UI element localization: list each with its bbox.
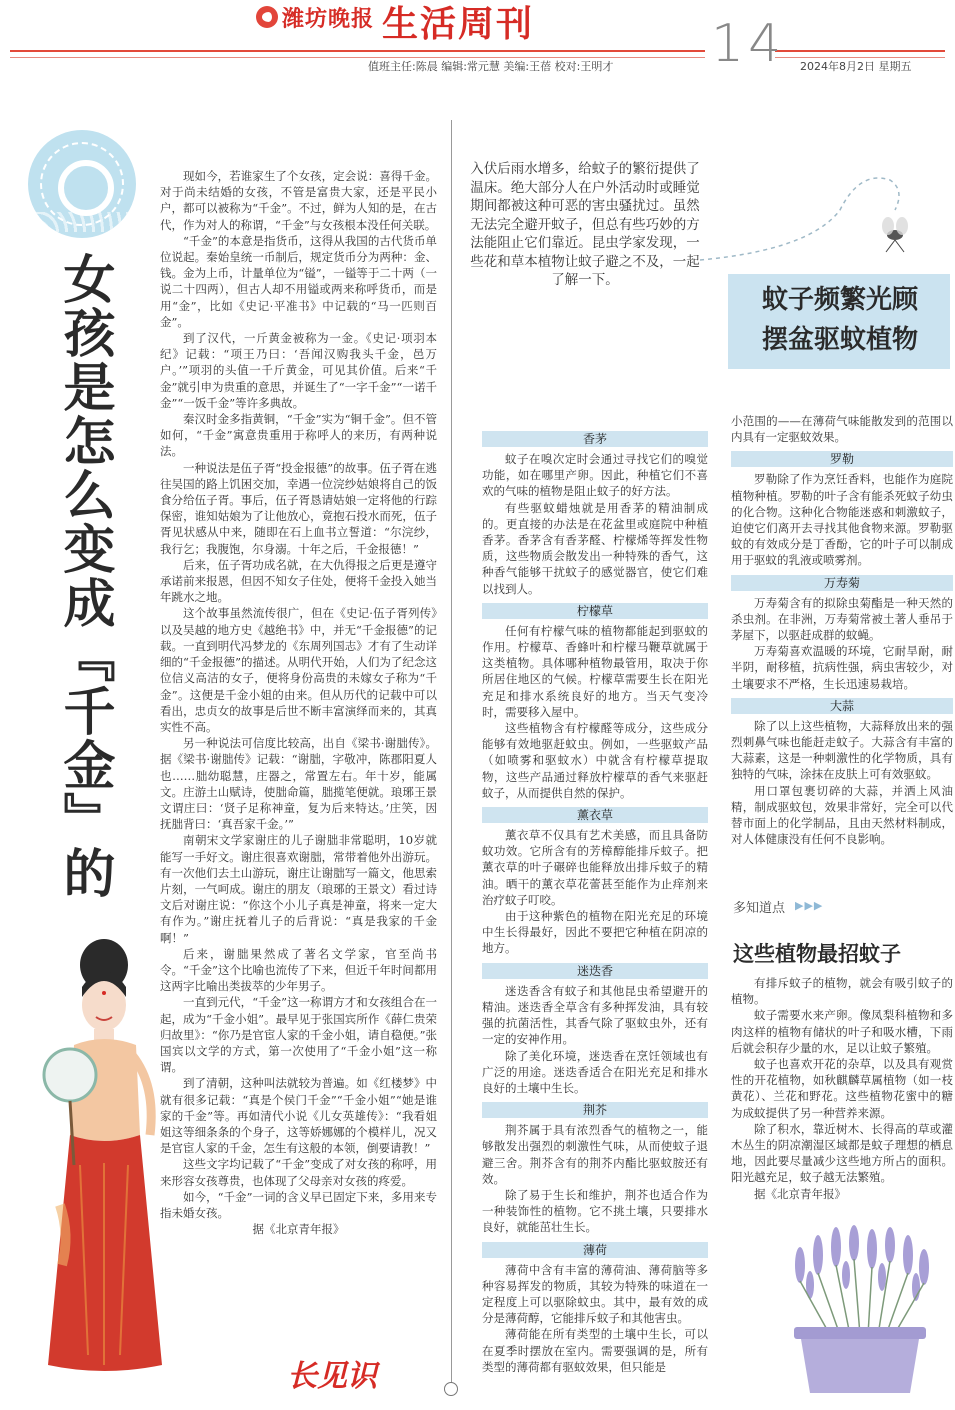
paragraph: 另一种说法可信度比较高，出自《梁书·谢朏传》。据《梁书·谢朏传》记载：“谢朏，字敬冲，陈郡阳夏人也……朏幼聪慧，庄器之，常置左右。年十岁，能属文。庄游土山赋诗，使朏命篇，朏揽笔便就。琅琊王景文谓庄曰：‘贤子足称神童，复为后来特达。’庄笑，因抚朏背曰：‘真吾家千金。’” — [160, 736, 437, 832]
paragraph: 由于这种紫色的植物在阳光充足的环境中生长得最好，因此不要把它种植在阴凉的地方。 — [482, 909, 708, 956]
issue-date: 2024年8月2日 星期五 — [800, 60, 912, 73]
left-article-headline: 女孩是怎么变成『千金』的 — [54, 252, 114, 900]
paragraph: 薄荷能在所有类型的土壤中生长，可以在夏季时摆放在室内。需要强调的是，所有类型的薄荷都有驱蚊效果，但只能是 — [482, 1327, 708, 1374]
flying-mosquito-icon — [690, 140, 930, 270]
paragraph: 有些驱蚊蜡烛就是用香茅的精油制成的。更直接的办法是在花盆里或庭院中种植香茅。香茅含有香茅醛、柠檬烯等挥发性物质，这些物质会散发出一种特殊的香气，这种香气能够干扰蚊子的感觉器官，使它们难以找到人。 — [482, 500, 708, 596]
masthead-rule-left — [10, 50, 705, 52]
section-title: 生活周刊 — [382, 4, 535, 45]
masthead-rule-right — [775, 50, 945, 52]
page-number: 14 — [711, 14, 786, 74]
paragraph: 除了美化环境，迷迭香在烹饪领域也有广泛的用途。迷迭香适合在阳光充足和排水良好的土壤中生长。 — [482, 1048, 708, 1095]
title-line-2: 摆盆驱蚊植物 — [761, 325, 918, 355]
plant-heading: 万寿菊 — [731, 575, 953, 591]
plant-text — [731, 471, 953, 568]
paragraph: 一直到元代，“千金”这一称谓方才和女孩组合在一起，成为“千金小姐”。最早见于张国宾所作《薛仁贵荣归故里》：“你乃是官宦人家的千金小姐，请自稳便。”张国宾以文学的方式，第一次使用了“千金小姐”这一称谓。 — [160, 995, 437, 1075]
lavender-pot-illustration-icon — [770, 1225, 950, 1400]
paragraph: 南朝宋文学家谢庄的儿子谢朏非常聪明，10岁就能写一手好文。谢庄很喜欢谢朏，常带着他外出游玩。有一次他们去土山游玩，谢庄让谢朏写一篇文，他思索片刻，一气呵成。谢庄的朋友（琅琊的王景文）看过诗文后对谢庄说：“你这个小儿子真是神童，将来一定大有作为。”谢庄抚着儿子的后背说：“真是我家的千金啊！” — [160, 833, 437, 945]
plant-text — [731, 718, 953, 848]
plant-heading: 薰衣草 — [482, 807, 708, 823]
paragraph: 这个故事虽然流传很广，但在《史记·伍子胥列传》以及吴越的地方史《越绝书》中，并无“千金报德”的记载。一直到明代冯梦龙的《东周列国志》才有了生动详细的“千金报德”的描述。从明代开始，人们为了纪念这位信义高洁的女子，便将身份高贵的未嫁女子称为“千金”。这便是千金小姐的由来。但从历代的记载中可以看出，忠贞女的故事是后世不断丰富演绎而来的，其真实性不高。 — [160, 606, 437, 734]
paragraph: 除了易于生长和维护，荆芥也适合作为一种装饰性的植物。它不挑土壤，只要排水良好，就能茁壮生长。 — [482, 1187, 708, 1235]
paragraph: 用口罩包裹切碎的大蒜，并洒上风油精，制成驱蚊包，效果非常好，完全可以代替市面上的化学制品，且由天然材料制成，对人体健康没有任何不良影响。 — [731, 783, 953, 847]
plant-heading: 罗勒 — [731, 451, 953, 467]
paragraph: 到了清朝，这种叫法就较为普遍。如《红楼梦》中就有很多记载：“真是个侯门千金”“千金小姐”“她是谁家的千金”等。再如清代小说《儿女英雄传》：“我看姐姐这等细条条的个身子，这等娇娜娜的个模样儿，况又是官宦人家的千金，怎生有这般的本领，倒要请教！” — [160, 1076, 437, 1156]
divider-end-dot — [444, 1382, 458, 1396]
editor-credits: 值班主任:陈晨 编辑:常元慧 美编:王蓓 校对:王明才 — [368, 60, 614, 73]
plants-column-middle — [482, 425, 708, 1375]
decorative-circle-icon — [28, 130, 136, 238]
right-article-title — [730, 280, 950, 360]
plant-text — [482, 623, 708, 801]
paragraph: 薰衣草不仅具有艺术美感，而且具备防蚊功效。它所含有的芳樟醇能排斥蚊子。把薰衣草的叶子碾碎也能释放出排斥蚊子的精油。晒干的薰衣草花蕾甚至能作为止痒剂来治疗蚊子叮咬。 — [482, 828, 708, 907]
paragraph: 后来，伍子胥功成名就，在大仇得报之后更是遵守承诺前来报恩，但因不知女子住处，便将千金投入她当年跳水之地。 — [160, 557, 437, 605]
paragraph: 迷迭香含有蚊子和其他昆虫希望避开的精油。迷迭香全草含有多种挥发油，具有较强的抗菌活性，其香气除了驱蚊虫外，还有一定的安神作用。 — [482, 983, 708, 1047]
left-article-source: 据《北京青年报》 — [252, 1222, 345, 1237]
paragraph: 除了积水，靠近树木、长得高的草或灌木丛生的阴凉潮湿区域都是蚊子理想的栖息地，因此要尽量减少这些地方所占的面积。阳光越充足，蚊子越无法繁殖。 — [731, 1121, 953, 1185]
plants-column-right — [731, 413, 953, 847]
plant-text — [482, 983, 708, 1096]
plant-heading: 荆芥 — [482, 1102, 708, 1118]
knowledge-label: 多知道点 — [733, 901, 786, 916]
plant-heading: 大蒜 — [731, 698, 953, 714]
paragraph: 如今，“千金”一词的含义早已固定下来，多用来专指未婚女孩。 — [160, 1189, 437, 1220]
continued-text: 小范围的——在薄荷气味能散发到的范围以内具有一定驱蚊效果。 — [731, 414, 953, 445]
paragraph: 任何有柠檬气味的植物都能起到驱蚊的作用。柠檬草、香蜂叶和柠檬马鞭草就属于这类植物。具体哪种植物最管用，取决于你所居住地区的气候。柠檬草需要生长在阳光充足和排水系统良好的地方。当天气变冷时，需要移入屋中。 — [482, 623, 708, 719]
paragraph: 除了以上这些植物，大蒜释放出来的强烈刺鼻气味也能赶走蚊子。大蒜含有丰富的大蒜素，这是一种刺激性的化学物质，具有独特的气味，涂抹在皮肤上可有效驱蚊。 — [731, 718, 953, 782]
knowledge-body — [731, 975, 953, 1202]
column-divider — [451, 120, 452, 1384]
plant-text — [482, 451, 708, 597]
plant-text — [731, 595, 953, 692]
right-article-source: 据《北京青年报》 — [754, 1186, 846, 1201]
paragraph: 罗勒除了作为烹饪香料，也能作为庭院植物种植。罗勒的叶子含有能杀死蚊子幼虫的化合物。这种化合物能迷惑和刺激蚊子，迫使它们离开去寻找其他食物来源。罗勒驱蚊的有效成分是丁香酚，它的叶子可以制成用于驱蚊的乳液或喷雾剂。 — [731, 472, 953, 568]
paragraph: 现如今，若谁家生了个女孩，定会说：喜得千金。对于尚未结婚的女孩，不管是富贵大家，还是平民小户，都可以被称为“千金”。不过，鲜为人知的是，在古代，作为对人的称谓，“千金”与女孩根本没任何关联。 — [160, 169, 437, 232]
knowledge-arrows-icon: ▶▶▶ — [795, 899, 824, 912]
paragraph: “千金”的本意是指货币，这得从我国的古代货币单位说起。秦始皇统一币制后，规定货币分为两种：金、钱。金为上币，计量单位为“镒”，一镒等于二十两（一说二十四两），但古人却不用镒或两来称呼货币，而是用“金”，比如《史记·平准书》中记载的“马一匹则百金”。 — [160, 233, 437, 329]
paragraph: 万寿菊喜欢温暖的环境，它耐旱耐，耐半阴，耐移植，抗病性强，病虫害较少，对土壤要求不严格，生长迅速易栽培。 — [731, 644, 953, 691]
brand-logo: 长见识 — [287, 1359, 377, 1394]
plant-heading: 香茅 — [482, 431, 708, 447]
paragraph: 有排斥蚊子的植物，就会有吸引蚊子的植物。 — [731, 976, 953, 1007]
paragraph: 秦汉时金多指黄铜，“千金”实为“铜千金”。但不管如何，“千金”寓意贵重用于称呼人的来历，有两种说法。 — [160, 412, 437, 459]
plant-heading: 柠檬草 — [482, 603, 708, 619]
title-line-1: 蚊子频繁光顾 — [761, 285, 918, 315]
paragraph: 后来，谢朏果然成了著名文学家，官至尚书令。“千金”这个比喻也流传了下来，但近千年时间都用这两字比喻出类拔萃的少年男子。 — [160, 946, 437, 994]
paragraph: 这些文字均记载了“千金”变成了对女孩的称呼，用来形容女孩尊贵，也体现了父母亲对女孩的疼爱。 — [160, 1157, 437, 1188]
plant-text — [482, 1122, 708, 1235]
left-article-body — [160, 168, 437, 1237]
paragraph: 万寿菊含有的拟除虫菊酯是一种天然的杀虫剂。在非洲，万寿菊常被土著人垂吊于茅屋下，以驱赶成群的蚊蝇。 — [731, 595, 953, 643]
plant-text — [482, 1262, 708, 1375]
paragraph: 蚊子需要水来产卵。像凤梨科植物和多肉这样的植物有储状的叶子和吸水槽，下雨后就会积存少量的水，足以让蚊子繁殖。 — [731, 1008, 953, 1055]
paragraph: 薄荷中含有丰富的薄荷油、薄荷脑等多种容易挥发的物质，其较为特殊的味道在一定程度上可以驱除蚊虫。其中，最有效的成分是薄荷醇，它能排斥蚊子和其他害虫。 — [482, 1262, 708, 1326]
knowledge-title: 这些植物最招蚊子 — [733, 942, 901, 966]
paragraph: 蚊子也喜欢开花的杂草，以及具有观赏性的开花植物，如秋麒麟草属植物（如一枝黄花）、兰花和野花。这些植物花蜜中的糖为成蚊提供了另一种营养来源。 — [731, 1057, 953, 1120]
paragraph: 蚊子在嗅次定时会通过寻找它们的嗅觉功能，如在哪里产卵。因此，种植它们不喜欢的气味的植物是阻止蚊子的好方法。 — [482, 452, 708, 499]
paragraph: 到了汉代，一斤黄金被称为一金。《史记·项羽本纪》记载：“项王乃曰：‘吾闻汉购我头千金，邑万户。’”项羽的头值一千斤黄金，可见其价值。后来“千金”就引申为贵重的意思，并诞生了“一字千金”“一诺千金”“一饭千金”等许多典故。 — [160, 331, 437, 410]
right-article-intro: 入伏后雨水增多，给蚊子的繁衍提供了温床。绝大部分人在户外活动时或睡觉期间都被这种可恶的害虫骚扰过。虽然无法完全避开蚊子，但总有些巧妙的方法能阻止它们靠近。昆虫学家发现，一些花和草本植物让蚊子避之不及，一起了解一下。 — [470, 161, 700, 288]
plant-text — [482, 827, 708, 957]
paragraph: 这些植物含有柠檬醛等成分，这些成分能够有效地驱赶蚊虫。例如，一些驱蚊产品（如喷雾和驱蚊水）中就含有柠檬草提取物，这些产品通过释放柠檬草的香气来驱赶蚊子，从而提供自然的保护。 — [482, 721, 708, 800]
paragraph: 一种说法是伍子胥“投金报德”的故事。伍子胥在逃往吴国的路上饥困交加，幸遇一位浣纱姑娘将自己的饭食分给伍子胥。事后，伍子胥恳请姑娘一定将他的行踪保密，谁知姑娘为了让他放心，竟抱石投水而死，伍子胥见状感从中来，随即在石上血书立誓道：“尔浣纱，我行乞；我腹饱，尔身溺。十年之后，千金报德！” — [160, 460, 437, 556]
newspaper-logo-icon — [256, 6, 278, 28]
ancient-lady-illustration-icon — [40, 935, 170, 1375]
paragraph: 荆芥属于具有浓烈香气的植物之一，能够散发出强烈的刺激性气味，从而使蚊子退避三舍。荆芥含有的荆芥内酯比驱蚊胺还有效。 — [482, 1123, 708, 1186]
newspaper-name: 潍坊晚报 — [282, 7, 375, 32]
plant-heading: 薄荷 — [482, 1242, 708, 1258]
plant-heading: 迷迭香 — [482, 963, 708, 979]
